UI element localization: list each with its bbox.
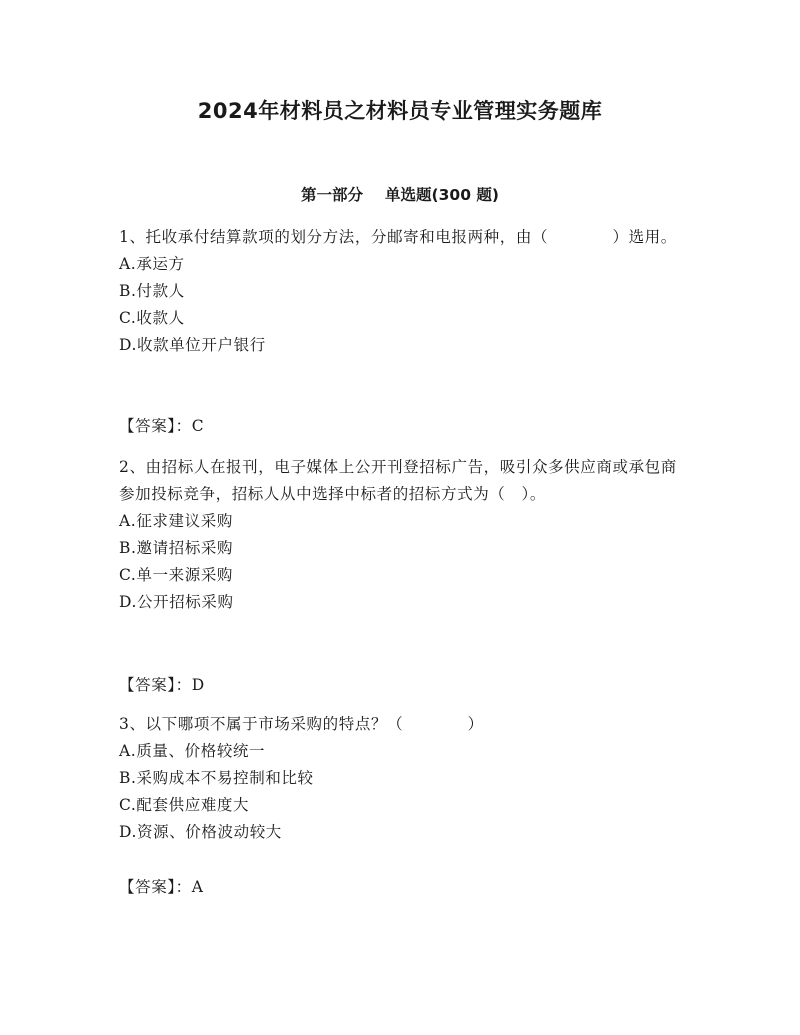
- option-a: A.征求建议采购: [119, 512, 233, 530]
- option-c: C.单一来源采购: [119, 566, 234, 584]
- option-b: B.付款人: [119, 282, 185, 300]
- option-d: D.资源、价格波动较大: [119, 823, 282, 841]
- answer-value: C: [191, 417, 205, 435]
- question-stem: 3、以下哪项不属于市场采购的特点？（ ）: [119, 715, 484, 733]
- question-1: [119, 224, 679, 359]
- option-a: A.质量、价格较统一: [119, 742, 266, 760]
- option-b: B.采购成本不易控制和比较: [119, 769, 314, 787]
- option-d: D.收款单位开户银行: [119, 336, 266, 354]
- answer-3: [119, 874, 204, 901]
- option-c: C.收款人: [119, 309, 185, 327]
- option-c: C.配套供应难度大: [119, 796, 250, 814]
- answer-2: [119, 672, 205, 699]
- answer-1: [119, 413, 204, 440]
- question-2: [119, 454, 679, 616]
- answer-value: D: [191, 676, 205, 694]
- option-d: D.公开招标采购: [119, 593, 234, 611]
- answer-label: 【答案】：: [119, 878, 192, 896]
- document-title: 2024年材料员之材料员专业管理实务题库: [197, 99, 603, 123]
- option-a: A.承运方: [119, 255, 185, 273]
- section-type-label: 单选题(300 题): [385, 186, 499, 204]
- question-stem: 2、由招标人在报刊，电子媒体上公开刊登招标广告，吸引众多供应商或承包商参加投标竞争，招标人从中选择中标者的招标方式为（ ）。: [119, 458, 677, 503]
- answer-label: 【答案】：: [119, 417, 192, 435]
- question-stem: 1、托收承付结算款项的划分方法，分邮寄和电报两种，由（ ）选用。: [119, 228, 677, 246]
- section-part-label: 第一部分: [301, 186, 364, 204]
- answer-value: A: [191, 878, 204, 896]
- answer-label: 【答案】：: [119, 676, 192, 694]
- option-b: B.邀请招标采购: [119, 539, 234, 557]
- section-title: [0, 183, 800, 205]
- question-3: [119, 711, 679, 846]
